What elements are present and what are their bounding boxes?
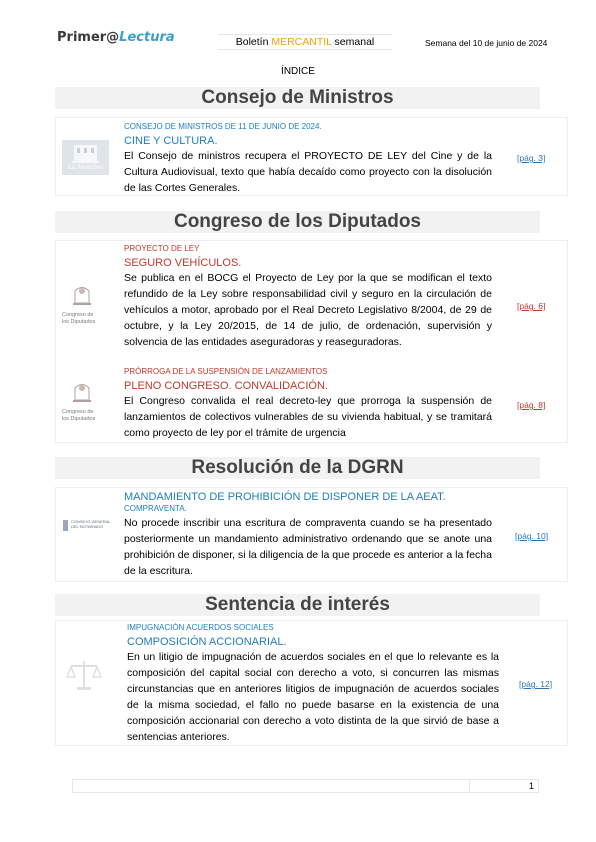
congreso-emblem-icon [62,281,102,307]
entry-subject: PLENO CONGRESO. CONVALIDACIÓN. [124,380,328,392]
page-link[interactable]: [pág. 8] [517,400,546,410]
thumb-caption: CONSEJO GENERAL DEL NOTARIADO [71,519,111,529]
moncloa-thumbnail [62,140,109,175]
entry-subject: SEGURO VEHÍCULOS. [124,257,242,269]
section-title-sentencia: Sentencia de interés [55,594,540,616]
entry-sentencia-composicion [55,620,568,746]
entry-category: CONSEJO DE MINISTROS DE 11 DE JUNIO DE 2024. [124,122,322,131]
page-link[interactable]: [pág. 12] [519,679,553,689]
page-footer [72,779,539,793]
thumb-caption: Congreso de los Diputados [62,312,96,325]
entry-subject: COMPOSICIÓN ACCIONARIAL. [127,636,287,648]
entry-category: IMPUGNACIÓN ACUERDOS SOCIALES [127,623,274,632]
entry-body: En un litigio de impugnación de acuerdos sociales en el que lo relevante es la composición del capital social con derecho a voto, si concurren las mismas circunstancias que en anteriores litigios de impugnación de acuerdos sociales de la misma sociedad, el fallo no puede basarse en la existencia de una composición accionarial con derecho a voto distinta de la que sirvió de base a sentencias anteriores. [127,651,499,743]
entry-body: Se publica en el BOCG el Proyecto de Ley por la que se modifican el texto refundido de la Ley sobre responsabilidad civil y seguro en la circulación de vehículos a motor, aprobado por el Real Decreto Legislativo 8/2004, de 29 de octubre, y la Ley 20/2015, de 14 de julio, de ordenación, supervisión y solvencia de las entidades aseguradoras y reaseguradoras. [124,272,492,348]
entry-consejo-cine [55,117,568,196]
page-link[interactable]: [pág. 3] [517,153,546,163]
bulletin-date: Semana del 10 de junio de 2024 [425,38,548,48]
congreso-emblem-icon [62,378,102,404]
entry-body: No procede inscribir una escritura de compraventa cuando se ha presentado posteriormente un mandamiento administrativo ordenando que se anote una prohibición de disponer, si la diligencia de la que procede es anterior a la fecha de la escritura. [124,517,492,577]
thumb-caption: Congreso de los Diputados [62,409,96,422]
scales-of-justice-icon [64,655,104,695]
brand-logo: Primer@Lectura [57,30,175,45]
entry-subject: MANDAMIENTO DE PROHIBICIÓN DE DISPONER DE LA AEAT. [124,491,446,503]
congreso-thumbnail [62,378,102,423]
section-title-dgrn: Resolución de la DGRN [55,457,540,479]
congreso-thumbnail [62,281,102,326]
entry-dgrn-prohibicion [55,487,568,582]
entry-category: PRÓRROGA DE LA SUSPENSIÓN DE LANZAMIENTOS [124,367,328,376]
section-title-congreso: Congreso de los Diputados [55,211,540,233]
entry-category: COMPRAVENTA. [124,504,187,513]
page-number: 1 [528,781,534,791]
entry-group-congreso [55,240,568,443]
entry-category: PROYECTO DE LEY [124,244,200,253]
scales-thumbnail [64,655,104,695]
footer-divider [469,780,470,792]
thumb-caption: La Moncloa [67,164,104,171]
bulletin-title: Boletín MERCANTIL semanal [218,34,392,50]
notariado-thumbnail [62,518,114,540]
entry-body: El Consejo de ministros recupera el PROYECTO DE LEY del Cine y de la Cultura Audiovisual, texto que había decaído como proyecto con la disolución de las Cortes Generales. [124,150,492,194]
index-heading: ÍNDICE [281,66,315,77]
entry-body: El Congreso convalida el real decreto-ley que prorroga la suspensión de lanzamientos de colectivos vulnerables de su vivienda habitual, y se tramitará como proyecto de ley por el trámite de urgencia [124,395,492,439]
section-title-consejo: Consejo de Ministros [55,87,540,109]
entry-subject: CINE Y CULTURA. [124,135,218,147]
page-link[interactable]: [pág. 6] [517,301,546,311]
page-link[interactable]: [pág. 10] [515,531,549,541]
notariado-emblem-icon [62,519,70,533]
